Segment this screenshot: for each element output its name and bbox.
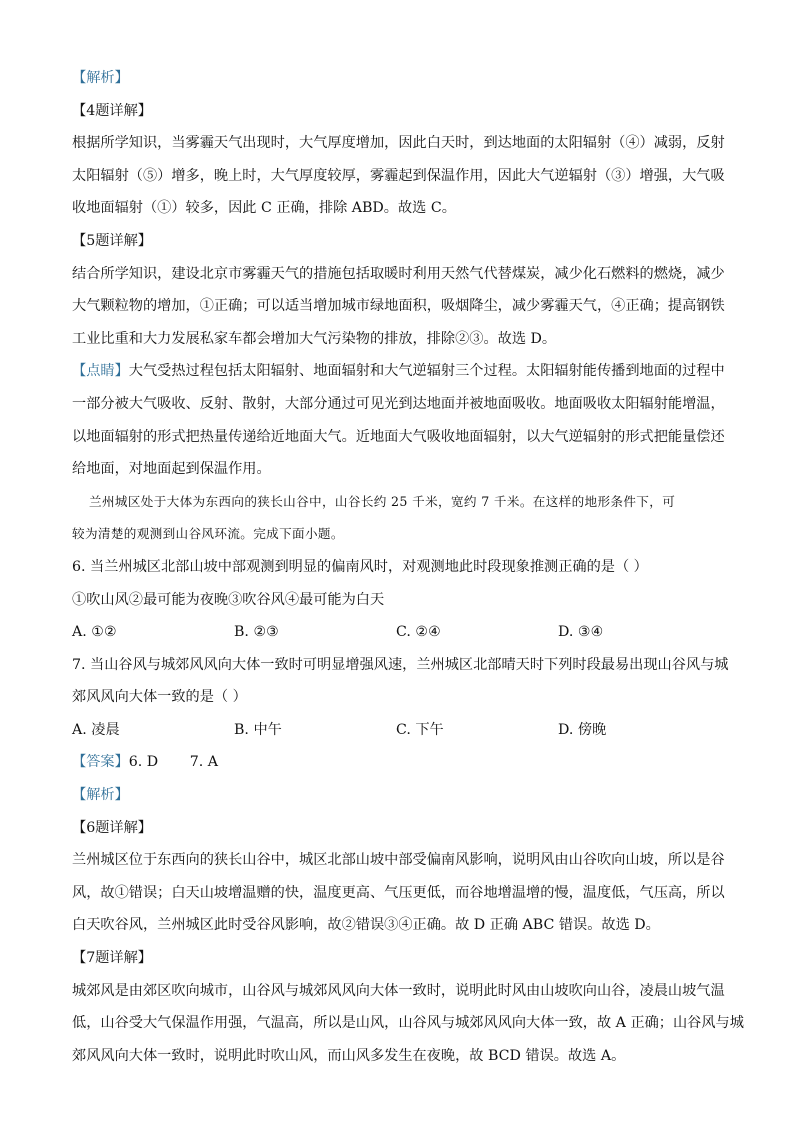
q6-option-a: A. ①② [72,624,117,641]
key-point-line [72,355,725,388]
key-point-line: 以地面辐射的形式把热量传递给近地面大气。近地面大气吸收地面辐射，以大气逆辐射的形式把能量偿还 [72,428,725,445]
key-point-line: 一部分被大气吸收、反射、散射，大部分通过可见光到达地面并被地面吸收。地面吸收太阳辐射能增温， [72,395,725,412]
q6-option-b: B. ②③ [234,624,279,641]
q7-option-a: A. 凌晨 [72,721,120,738]
q4-explanation-line: 收地面辐射（①）较多，因此 C 正确，排除 ABD。故选 C。 [72,200,456,217]
q7-heading: 【7题详解】 [72,950,152,967]
q6-statements: ①吹山风②最可能为夜晚③吹谷风④最可能为白天 [72,591,385,608]
q4-heading: 【4题详解】 [72,102,152,119]
q7-stem-line: 郊风风向大体一致的是（ ） [72,689,247,706]
key-point-text: 大气受热过程包括太阳辐射、地面辐射和大气逆辐射三个过程。太阳辐射能传播到地面的过程中 [128,363,725,380]
document-page [72,62,744,1072]
q7-explanation-line: 郊风风向大体一致时，说明此时吹山风，而山风多发生在夜晚，故 BCD 错误。故选 A。 [72,1047,626,1064]
q6-options [72,616,722,649]
analysis-heading: 【解析】 [72,70,129,86]
q5-heading: 【5题详解】 [72,232,152,249]
q7-explanation-line: 城郊风是由郊区吹向城市，山谷风与城郊风风向大体一致时，说明此时风由山坡吹向山谷，凌晨山坡气温 [72,982,725,999]
q6-heading: 【6题详解】 [72,819,152,836]
q6-option-c: C. ②④ [396,624,441,641]
q5-explanation-line: 结合所学知识，建设北京市雾霾天气的措施包括取暖时利用天然气代替煤炭，减少化石燃料的燃烧，减少 [72,265,725,282]
answer-text: 6. D 7. A [128,754,219,771]
q6-explanation-line: 风，故①错误；白天山坡增温赠的快，温度更高、气压更低，而谷地增温增的慢，温度低，气压高，所以 [72,884,725,901]
q7-explanation-line: 低，山谷受大气保温作用强，气温高，所以是山风，山谷风与城郊风风向大体一致，故 A 正确；山谷风与城 [72,1015,744,1032]
analysis-heading: 【解析】 [72,787,129,804]
q6-option-d: D. ③④ [558,624,604,641]
q4-explanation-line: 太阳辐射（⑤）增多，晚上时，大气厚度较厚，雾霾起到保温作用，因此大气逆辐射（③）增强，大气吸 [72,167,725,184]
key-point-tag: 【点睛】 [72,363,129,380]
q7-option-c: C. 下午 [396,721,444,738]
answer-line [72,746,722,779]
q4-explanation-line: 根据所学知识，当雾霾天气出现时，大气厚度增加，因此白天时，到达地面的太阳辐射（④）减弱，反射 [72,135,725,152]
answer-tag: 【答案】 [72,754,129,771]
material-line: 兰州城区处于大体为东西向的狭长山谷中，山谷长约 25 千米，宽约 7 千米。在这样的地形条件下，可 [89,493,676,509]
q6-explanation-line: 兰州城区位于东西向的狭长山谷中，城区北部山坡中部受偏南风影响，说明风由山谷吹向山坡，所以是谷 [72,852,725,869]
q5-explanation-line: 大气颗粒物的增加，①正确；可以适当增加城市绿地面积，吸烟降尘，减少雾霾天气，④正确；提高钢铁 [72,298,725,315]
q7-option-d: D. 傍晚 [558,721,607,738]
q7-option-b: B. 中午 [234,721,282,738]
q6-explanation-line: 白天吹谷风，兰州城区此时受谷风影响，故②错误③④正确。故 D 正确 ABC 错误。故选 D。 [72,917,660,934]
q5-explanation-line: 工业比重和大力发展私家车都会增加大气污染物的排放，排除②③。故选 D。 [72,330,557,347]
q7-options [72,714,722,747]
material-line: 较为清楚的观测到山谷风环流。完成下面小题。 [72,526,344,542]
q7-stem-line: 7. 当山谷风与城郊风风向大体一致时可明显增强风速，兰州城区北部晴天时下列时段最易出现山谷风与城 [72,656,729,673]
q6-stem: 6. 当兰州城区北部山坡中部观测到明显的偏南风时，对观测地此时段现象推测正确的是（ ） [72,558,648,575]
key-point-line: 给地面，对地面起到保温作用。 [72,461,271,478]
